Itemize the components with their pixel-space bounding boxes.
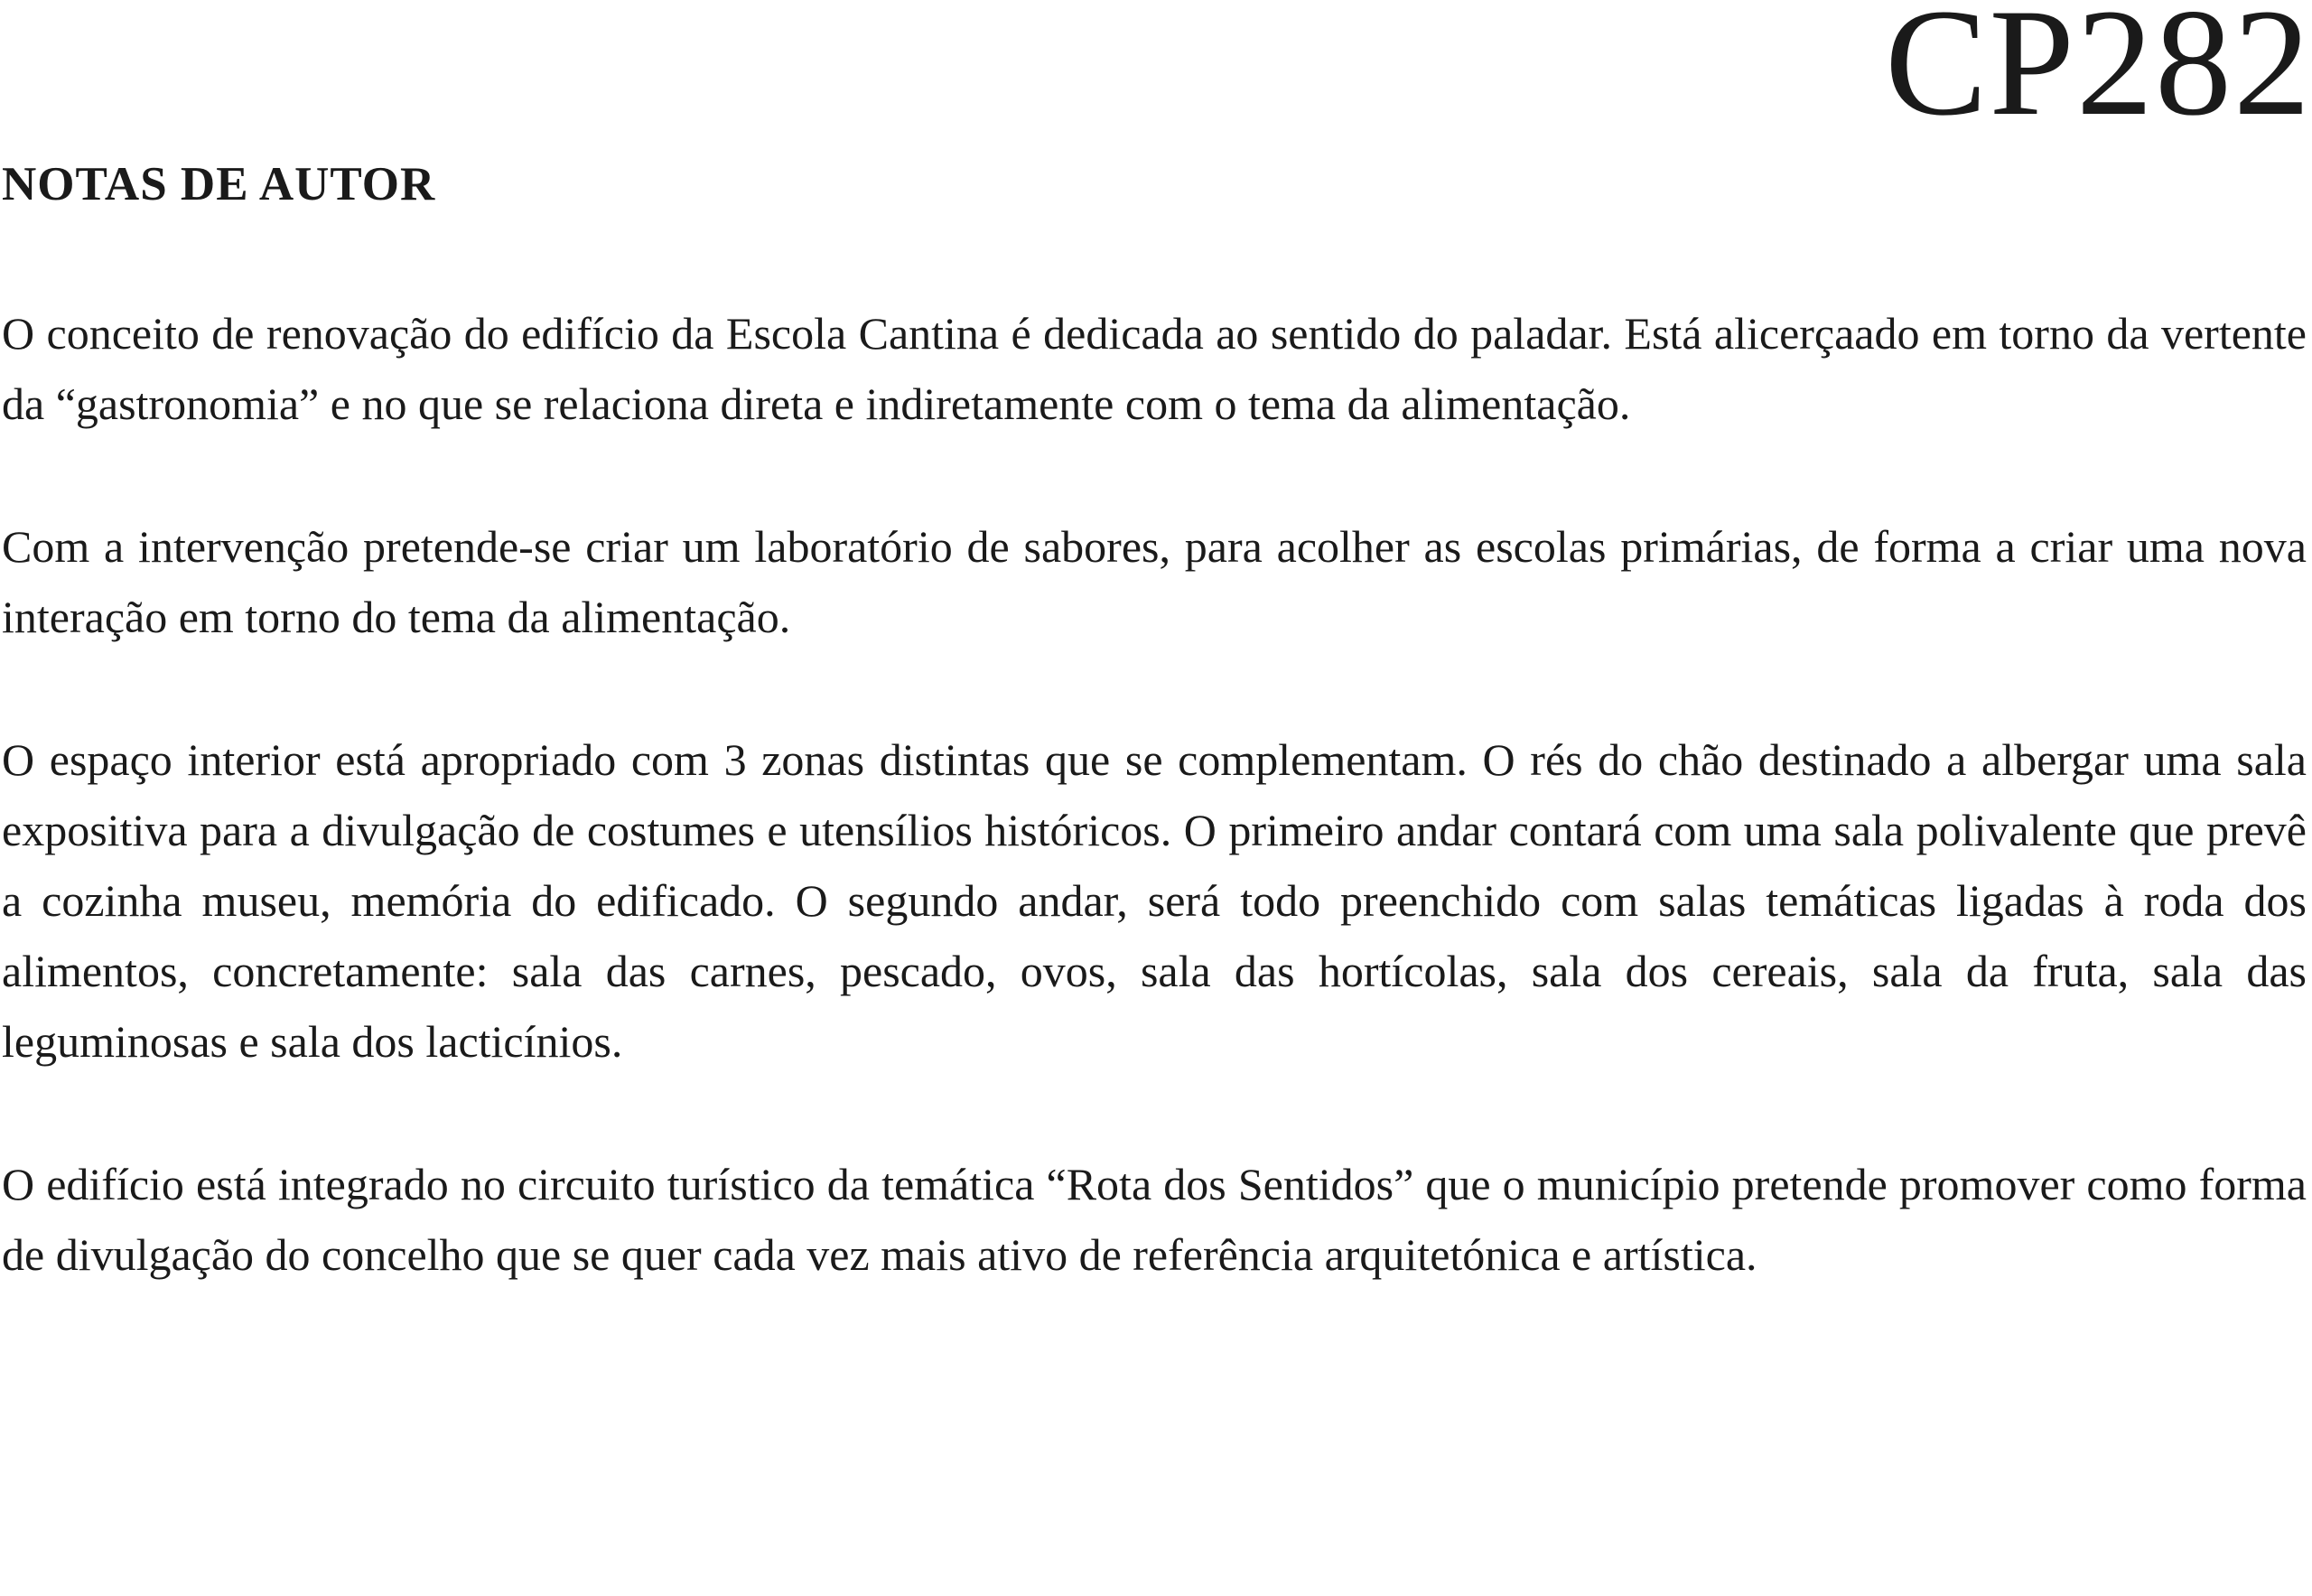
paragraph-intervention: Com a intervenção pretende-se criar um laboratório de sabores, para acolher as escolas primárias, de forma a criar uma nova interação em torno do tema da alimentação. bbox=[2, 521, 2307, 642]
body-text bbox=[2, 298, 2307, 1362]
paragraph-tourist-circuit: O edifício está integrado no circuito turístico da temática “Rota dos Sentidos” que o município pretende promover como forma de divulgação do concelho que se quer cada vez mais ativo de referência arquitetónica e artística. bbox=[2, 1159, 2307, 1280]
paragraph-concept: O conceito de renovação do edifício da Escola Cantina é dedicada ao sentido do paladar. Está alicerçaado em torno da vertente da “gastronomia” e no que se relaciona direta e indiretamente com o tema da alimentação. bbox=[2, 308, 2307, 429]
page-code: CP282 bbox=[1885, 0, 2312, 147]
page-title: NOTAS DE AUTOR bbox=[2, 158, 436, 210]
paragraph-interior-space: O espaço interior está apropriado com 3 zonas distintas que se complementam. O rés do chão destinado a albergar uma sala expositiva para a divulgação de costumes e utensílios históricos. O primeiro andar contará com uma sala polivalente que prevê a cozinha museu, memória do edificado. O segundo andar, será todo preenchido com salas temáticas ligadas à roda dos alimentos, concretamente: sala das carnes, pescado, ovos, sala das hortícolas, sala dos cereais, sala da fruta, sala das leguminosas e sala dos lacticínios. bbox=[2, 734, 2307, 1067]
